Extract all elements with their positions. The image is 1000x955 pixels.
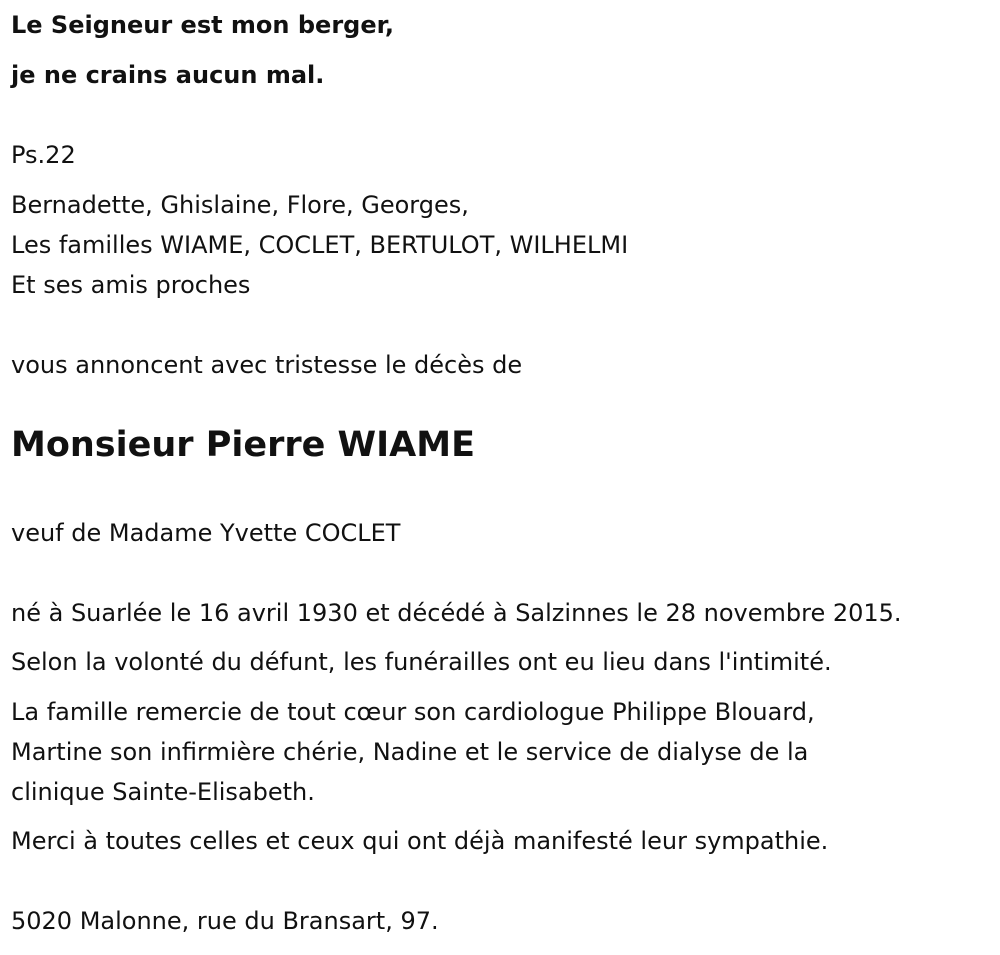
sympathy-text: Merci à toutes celles et ceux qui ont déjà manifesté leur sympathie. [11, 827, 829, 855]
thanks-line-2: Martine son infirmière chérie, Nadine et le service de dialyse de la [11, 738, 809, 766]
widower-of: veuf de Madame Yvette COCLET [11, 519, 401, 547]
thanks-line-3: clinique Sainte-Elisabeth. [11, 778, 315, 806]
thanks-line-1: La famille remercie de tout cœur son cardiologue Philippe Blouard, [11, 698, 815, 726]
family-line-3: Et ses amis proches [11, 271, 251, 299]
epigraph-line-2: je ne crains aucun mal. [11, 61, 325, 89]
deceased-name: Monsieur Pierre WIAME [11, 425, 476, 465]
family-line-1: Bernadette, Ghislaine, Flore, Georges, [11, 191, 469, 219]
announcement-text: vous annoncent avec tristesse le décès de [11, 351, 523, 379]
family-line-2: Les familles WIAME, COCLET, BERTULOT, WILHELMI [11, 231, 629, 259]
birth-death-text: né à Suarlée le 16 avril 1930 et décédé à Salzinnes le 28 novembre 2015. [11, 599, 902, 627]
funeral-text: Selon la volonté du défunt, les funérailles ont eu lieu dans l'intimité. [11, 648, 832, 676]
psalm-reference: Ps.22 [11, 141, 76, 169]
address-text: 5020 Malonne, rue du Bransart, 97. [11, 907, 439, 935]
epigraph-line-1: Le Seigneur est mon berger, [11, 11, 395, 39]
